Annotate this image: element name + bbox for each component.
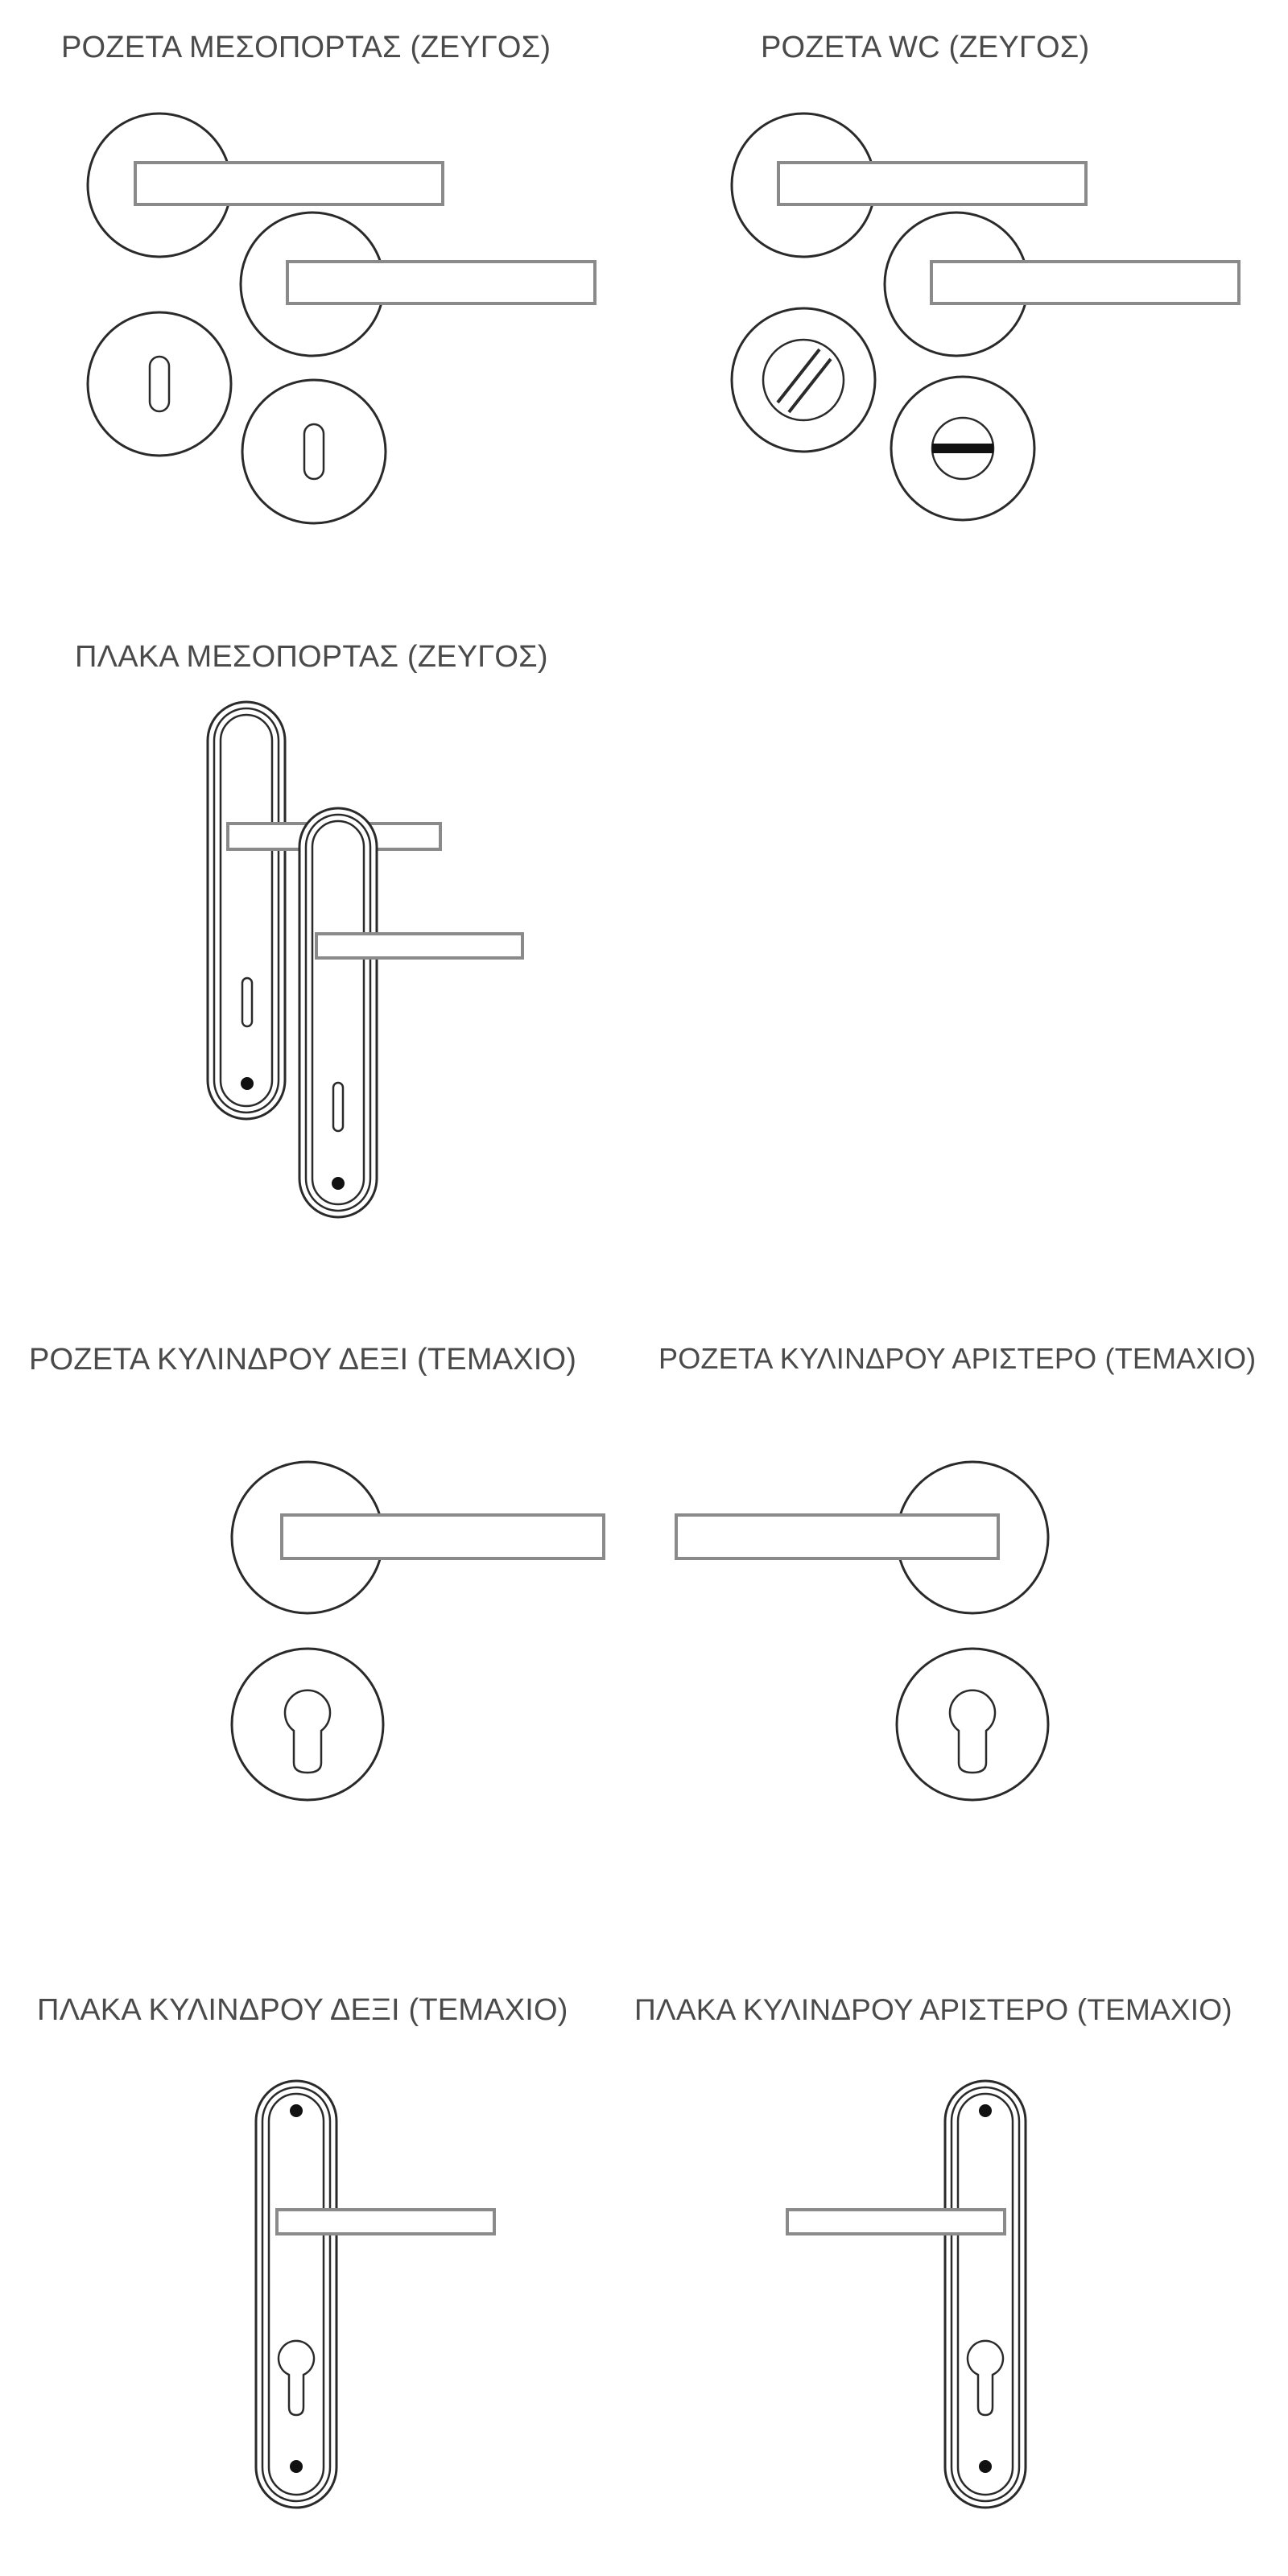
rozeta-mesoportas-title: ΡΟΖΕΤΑ ΜΕΣΟΠΟΡΤΑΣ (ΖΕΥΓΟΣ) <box>61 31 551 64</box>
keyhole-rose-2 <box>242 380 386 523</box>
rozeta-wc-drawing <box>732 114 1239 520</box>
rozeta-kylindrou-dexi-title: ΡΟΖΕΤΑ ΚΥΛΙΝΔΡΟΥ ΔΕΞΙ (ΤΕΜΑΧΙΟ) <box>29 1343 577 1377</box>
cylinder-rose-left <box>897 1649 1048 1800</box>
wc-thumbturn-rose <box>732 308 875 452</box>
rose-handle-2 <box>241 213 595 356</box>
cylinder-rose-right <box>232 1649 383 1800</box>
rozeta-kylindrou-aristero-title: ΡΟΖΕΤΑ ΚΥΛΙΝΔΡΟΥ ΑΡΙΣΤΕΡΟ (ΤΕΜΑΧΙΟ) <box>658 1342 1257 1375</box>
rozeta-kylindrou-dexi-drawing <box>232 1462 604 1800</box>
wc-indicator-rose <box>891 377 1034 520</box>
plaka-kylindrou-dexi-title: ΠΛΑΚΑ ΚΥΛΙΝΔΡΟΥ ΔΕΞΙ (ΤΕΜΑΧΙΟ) <box>37 1993 568 2027</box>
plaka-mesoportas-title: ΠΛΑΚΑ ΜΕΣΟΠΟΡΤΑΣ (ΖΕΥΓΟΣ) <box>75 640 548 674</box>
plate-2 <box>299 808 522 1217</box>
wc-handle-2 <box>885 213 1239 356</box>
plaka-mesoportas-drawing <box>208 702 522 1217</box>
plaka-kylindrou-aristero-drawing <box>787 2081 1026 2508</box>
rozeta-mesoportas-drawing <box>88 114 595 523</box>
rozeta-wc-title: ΡΟΖΕΤΑ WC (ΖΕΥΓΟΣ) <box>761 31 1090 64</box>
keyhole-rose-1 <box>88 312 231 456</box>
rozeta-kylindrou-aristero-drawing <box>676 1462 1048 1800</box>
plaka-kylindrou-dexi-drawing <box>256 2081 494 2508</box>
plaka-kylindrou-aristero-title: ΠΛΑΚΑ ΚΥΛΙΝΔΡΟΥ ΑΡΙΣΤΕΡΟ (ΤΕΜΑΧΙΟ) <box>634 1993 1232 2026</box>
